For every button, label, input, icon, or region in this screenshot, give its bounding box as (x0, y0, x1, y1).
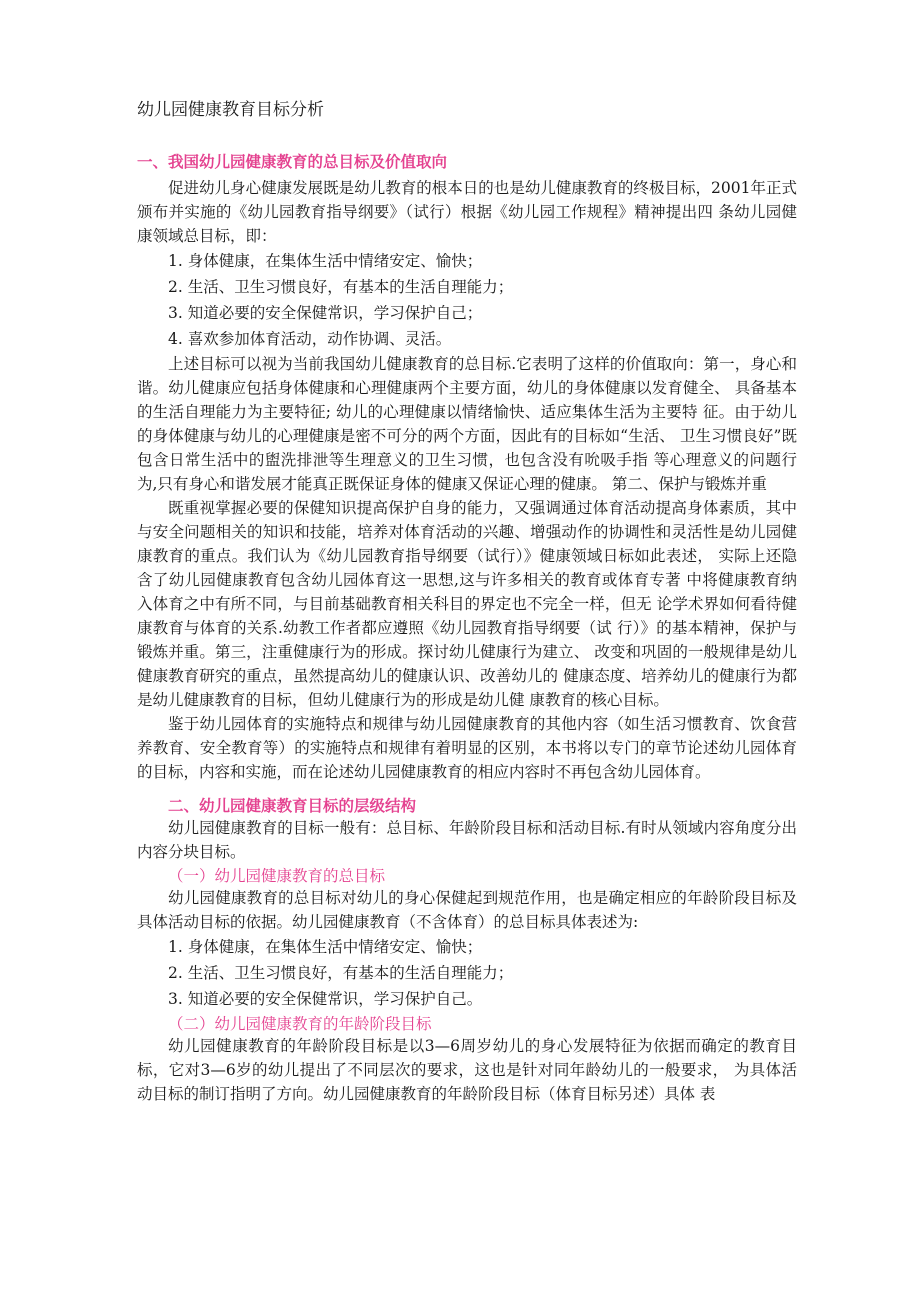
paragraph: 上述目标可以视为当前我国幼儿健康教育的总目标.它表明了这样的价值取向：第一，身心和谐。幼儿健康应包括身体健康和心理健康两个主要方面，幼儿的身体健康以发育健全、 具备基本的生活自理能力为主要特征; 幼儿的心理健康以情绪愉快、适应集体生活为主要特 征。由于幼儿的身体健康与幼儿的心理健康是密不可分的两个方面，因此有的目标如“生活、 卫生习惯良好”既包含日常生活中的盥洗排泄等生理意义的卫生习惯，也包含没有吮吸手指 等心理意义的问题行为,只有身心和谐发展才能真正既保证身体的健康又保证心理的健康。 第二、保护与锻炼并重 (137, 355, 797, 493)
subsection-heading-1: （一）幼儿园健康教育的总目标 (168, 867, 386, 885)
paragraph: 促进幼儿身心健康发展既是幼儿教育的根本日的也是幼儿健康教育的终极目标，2001年正式颁布并实施的《幼儿园教育指导纲要》（试行）根据《幼儿园工作规程》精神提出四 条幼儿园健康领域总目标，即： (137, 179, 797, 245)
list-item: 2. 生活、卫生习惯良好，有基本的生活自理能力； (168, 964, 514, 982)
list-item: 2. 生活、卫生习惯良好，有基本的生活自理能力； (168, 278, 514, 296)
section-heading-2: 二、幼儿园健康教育目标的层级结构 (168, 797, 417, 815)
list-item: 4. 喜欢参加体育活动，动作协调、灵活。 (168, 330, 452, 348)
list-item: 3. 知道必要的安全保健常识，学习保护自己。 (168, 990, 483, 1008)
list-item: 1. 身体健康，在集体生活中情绪安定、愉快； (168, 938, 483, 956)
paragraph: 幼儿园健康教育的目标一般有：总目标、年龄阶段目标和活动目标.有时从领域内容角度分出内容分块目标。 (137, 819, 797, 861)
section-heading-1: 一、我国幼儿园健康教育的总目标及价值取向 (137, 153, 448, 171)
list-item: 3. 知道必要的安全保健常识，学习保护自己； (168, 304, 483, 322)
paragraph: 既重视掌握必要的保健知识提高保护自身的能力，又强调通过体育活动提高身体素质，其中与安全问题相关的知识和技能，培养对体育活动的兴趣、增强动作的协调性和灵活性是幼儿园健康教育的重点。我们认为《幼儿园教育指导纲要（试行）》健康领域日标如此表述， 实际上还隐含了幼儿园健康教育包含幼儿园体育这一思想,这与许多相关的教育或体育专著 中将健康教育纳入体育之中有所不同，与目前基础教育相关科目的界定也不完全一样，但无 论学术界如何看待健康教育与体育的关系.幼教工作者都应遵照《幼儿园教育指导纲要（试 行）》的基本精神，保护与锻炼并重。第三，注重健康行为的形成。探讨幼儿健康行为建立、 改变和巩固的一般规律是幼儿健康教育研究的重点，虽然提高幼儿的健康认识、改善幼儿的 健康态度、培养幼儿的健康行为都是幼儿健康教育的目标，但幼儿健康行为的形成是幼儿健 康教育的核心目标。 (137, 499, 797, 709)
subsection-heading-2: （二）幼儿园健康教育的年龄阶段目标 (168, 1015, 432, 1033)
paragraph: 鉴于幼儿园体育的实施特点和规律与幼儿园健康教育的其他内容（如生活习惯教育、饮食营养教育、安全教育等）的实施特点和规律有着明显的区别，本书将以专门的章节论述幼儿园体育的目标，内容和实施，而在论述幼儿园健康教育的相应内容时不再包含幼儿园体育。 (137, 715, 797, 781)
list-item: 1. 身体健康，在集体生活中情绪安定、愉快； (168, 252, 483, 270)
paragraph: 幼儿园健康教育的年龄阶段目标是以3—6周岁幼儿的身心发展特征为依据而确定的教育目标，它对3—6岁的幼儿提出了不同层次的要求，这也是针对同年龄幼儿的一般要求， 为具体活动目标的制订指明了方向。幼儿园健康教育的年龄阶段目标（体育目标另述）具体 表 (137, 1037, 797, 1103)
document-title: 幼儿园健康教育目标分析 (137, 100, 324, 120)
document-page (137, 95, 797, 1106)
paragraph: 幼儿园健康教育的总目标对幼儿的身心保健起到规范作用，也是确定相应的年龄阶段目标及具体活动目标的依据。幼儿园健康教育（不含体育）的总目标具体表述为: (137, 889, 797, 931)
